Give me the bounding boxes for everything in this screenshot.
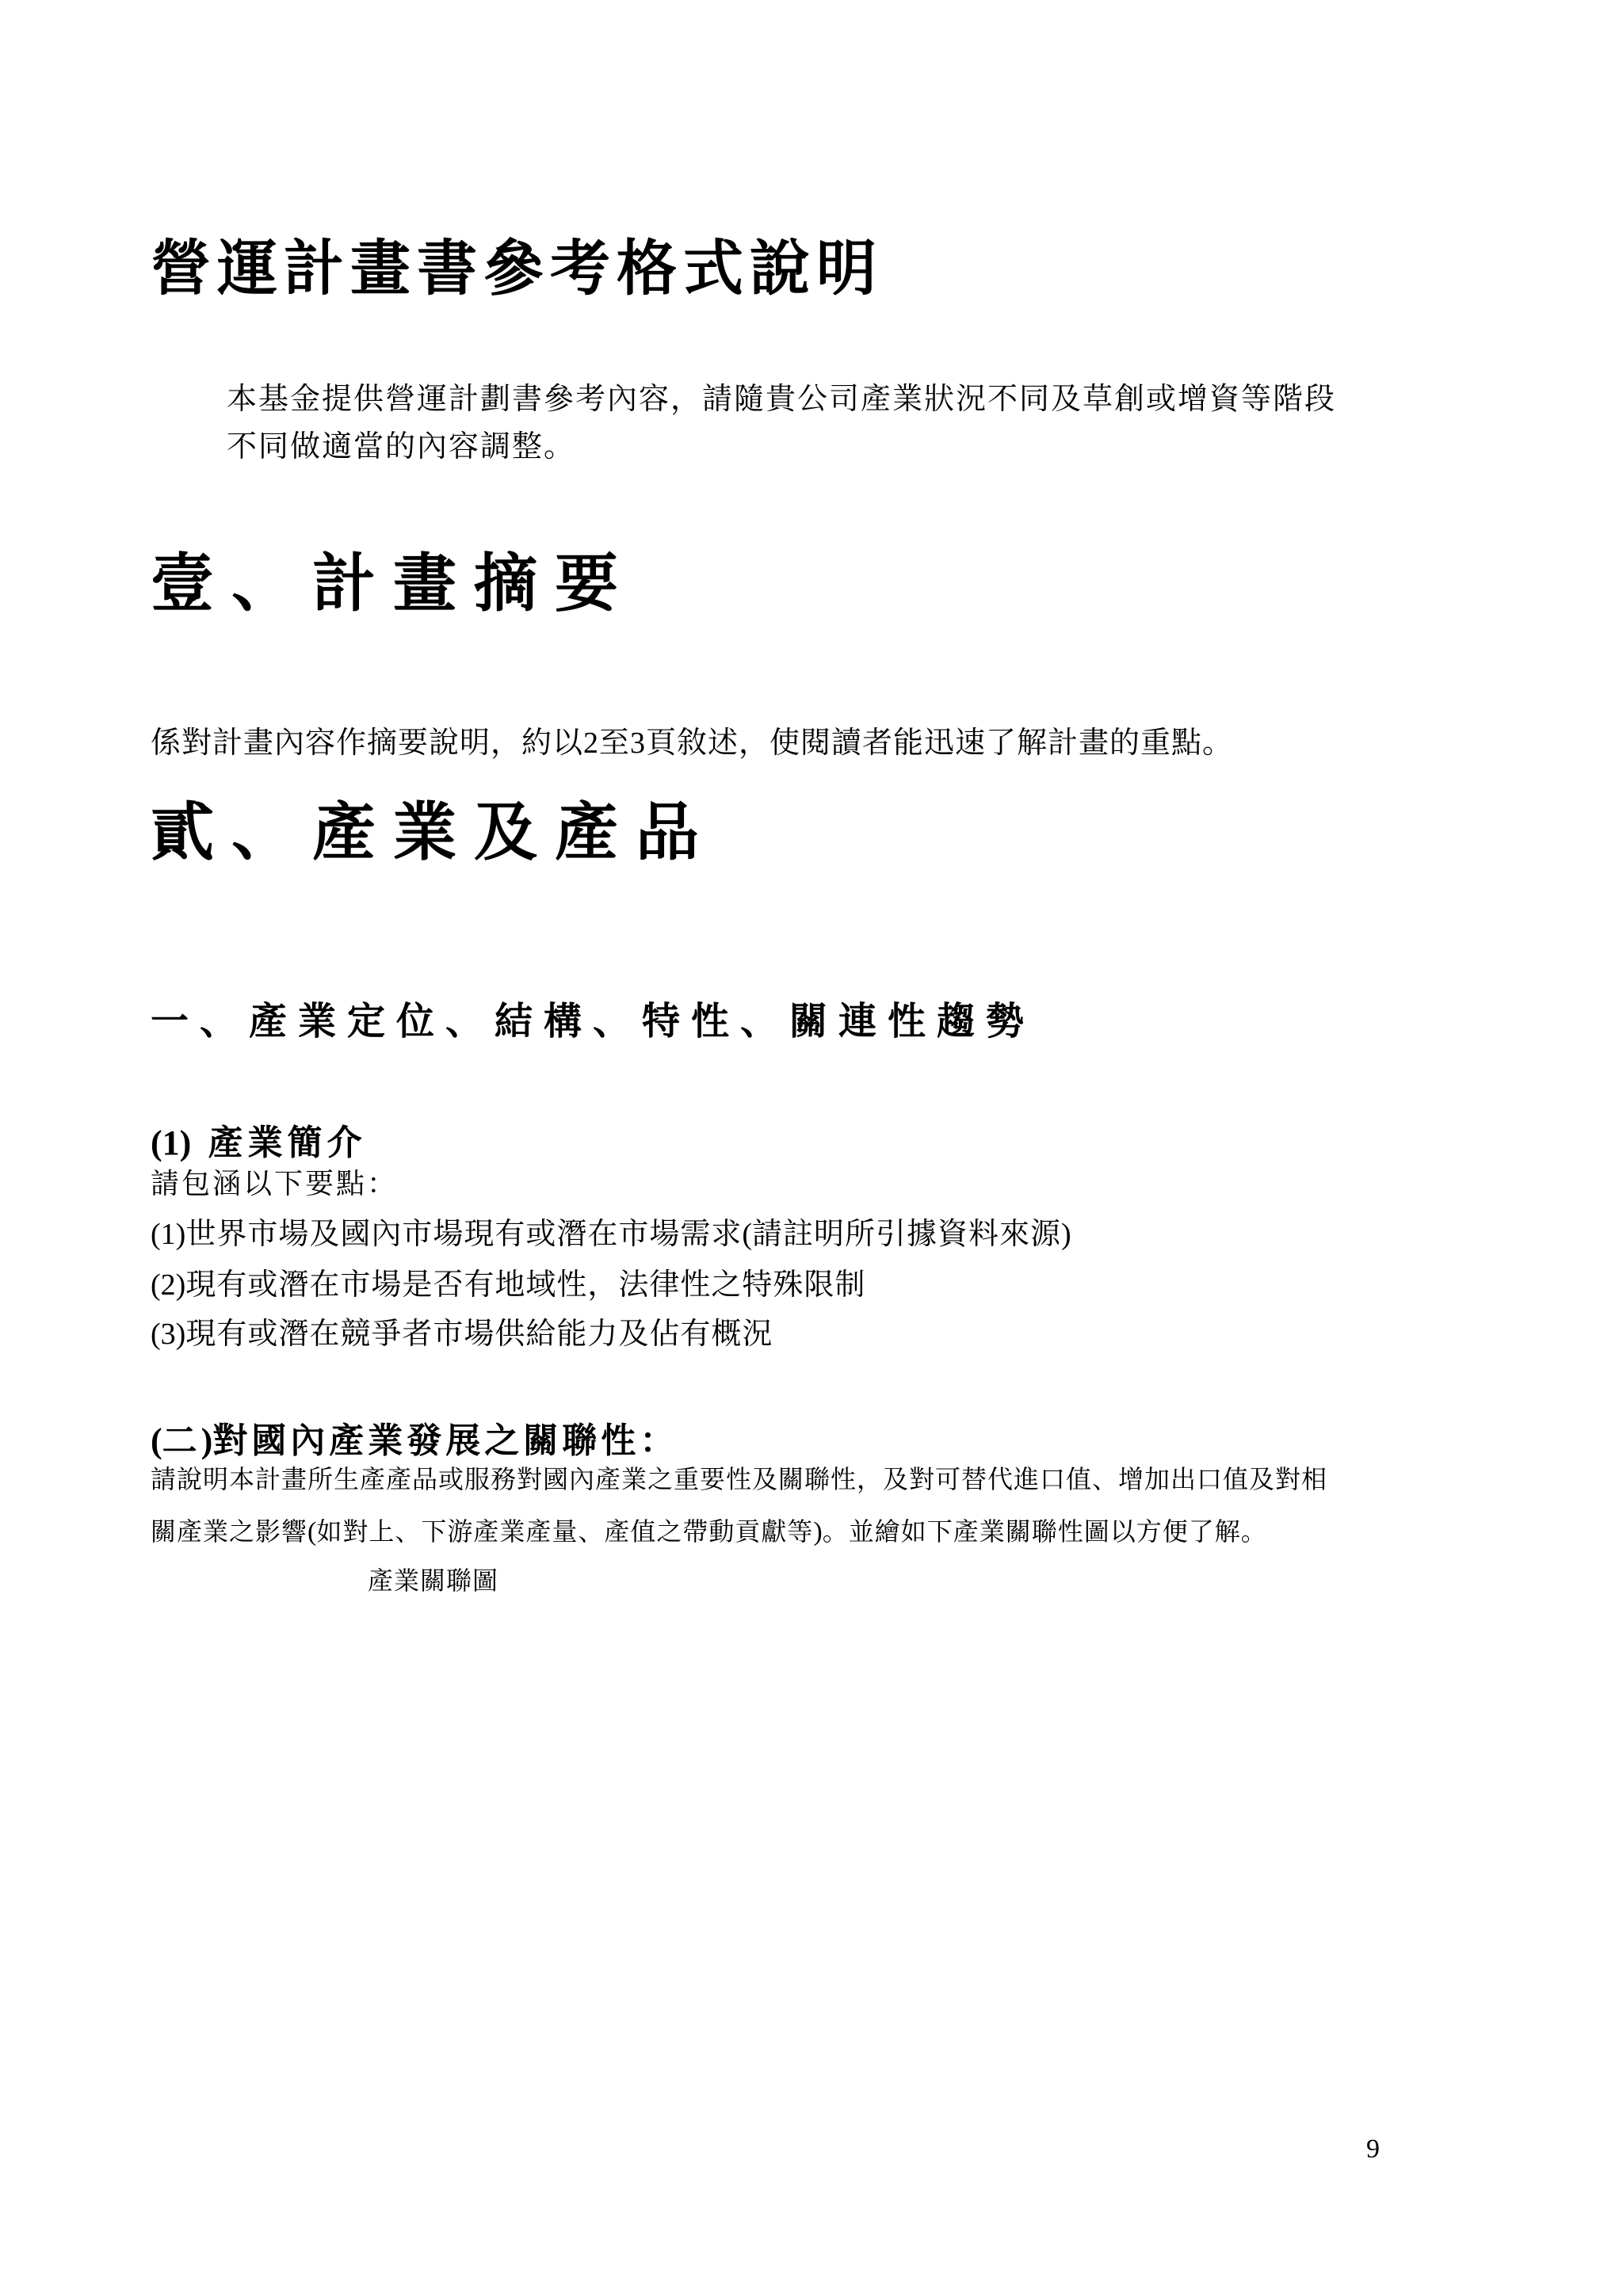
item-1-heading (151, 1114, 367, 1165)
item-1-number: (1) (151, 1123, 192, 1162)
line-2-paren-close: ) (813, 1517, 823, 1547)
point-2-text: 現有或潛在市場是否有地域性，法律性之特殊限制 (185, 1267, 866, 1302)
item-2-heading (151, 1412, 678, 1463)
point-1-paren-close: ) (1061, 1218, 1071, 1251)
point-1-note: 請註明所引據資料來源 (751, 1216, 1061, 1251)
summary-page-min: 2 (583, 727, 600, 760)
item-1-label: 產業簡介 (208, 1123, 367, 1163)
item-2-paren-close: ) (200, 1421, 213, 1460)
line-2-paren-open: ( (307, 1517, 317, 1547)
point-1-number: (1) (151, 1218, 186, 1251)
item-2-label: 對國內產業發展之關聯性： (212, 1421, 679, 1461)
section-1-summary-text (151, 718, 1233, 761)
subsection-1-heading: 一、產業定位、結構、特性、關連性趨勢 (151, 999, 1036, 1043)
point-3-text: 現有或潛在競爭者市場供給能力及佔有概況 (185, 1316, 773, 1351)
summary-text-c: 頁敘述，使閱讀者能迅速了解計畫的重點。 (646, 725, 1234, 760)
summary-page-max: 3 (630, 727, 647, 760)
summary-text-a: 係對計畫內容作摘要說明，約以 (151, 725, 584, 760)
section-2-heading: 貳、產業及產品 (151, 795, 716, 869)
page-number: 9 (1366, 2134, 1380, 2164)
figure-caption: 產業關聯圖 (368, 1566, 499, 1596)
intro-line-1: 本基金提供營運計劃書參考內容，請隨貴公司產業狀況不同及草創或增資等階段 (227, 381, 1337, 416)
line-2-part-b: 如對上、下游產業產量、產值之帶動貢獻等 (316, 1516, 814, 1547)
item-2-numeral: 二 (162, 1421, 201, 1461)
line-2-part-a: 關產業之影響 (151, 1516, 308, 1547)
summary-text-b: 至 (599, 725, 631, 760)
point-2-number: (2) (151, 1268, 186, 1302)
list-item (151, 1309, 773, 1352)
section-1-heading: 壹、計畫摘要 (151, 547, 636, 620)
document-title: 營運計畫書參考格式說明 (151, 233, 883, 303)
list-item (151, 1260, 865, 1303)
item-2-paren-open: ( (151, 1421, 162, 1460)
line-2-part-c: 。並繪如下產業關聯性圖以方便了解。 (822, 1516, 1267, 1547)
item-2-line-2 (151, 1512, 1267, 1548)
point-1-text: 世界市場及國內市場現有或潛在市場需求 (185, 1216, 743, 1251)
intro-line-2: 不同做適當的內容調整。 (227, 429, 576, 463)
item-1-lead: 請包涵以下要點： (151, 1168, 399, 1200)
point-3-number: (3) (151, 1318, 186, 1351)
point-1-paren-open: ( (742, 1218, 752, 1251)
item-2-line-1: 請說明本計畫所生產產品或服務對國內產業之重要性及關聯性，及對可替代進口值、增加出口值及對相 (151, 1464, 1328, 1494)
list-item (151, 1209, 1071, 1253)
